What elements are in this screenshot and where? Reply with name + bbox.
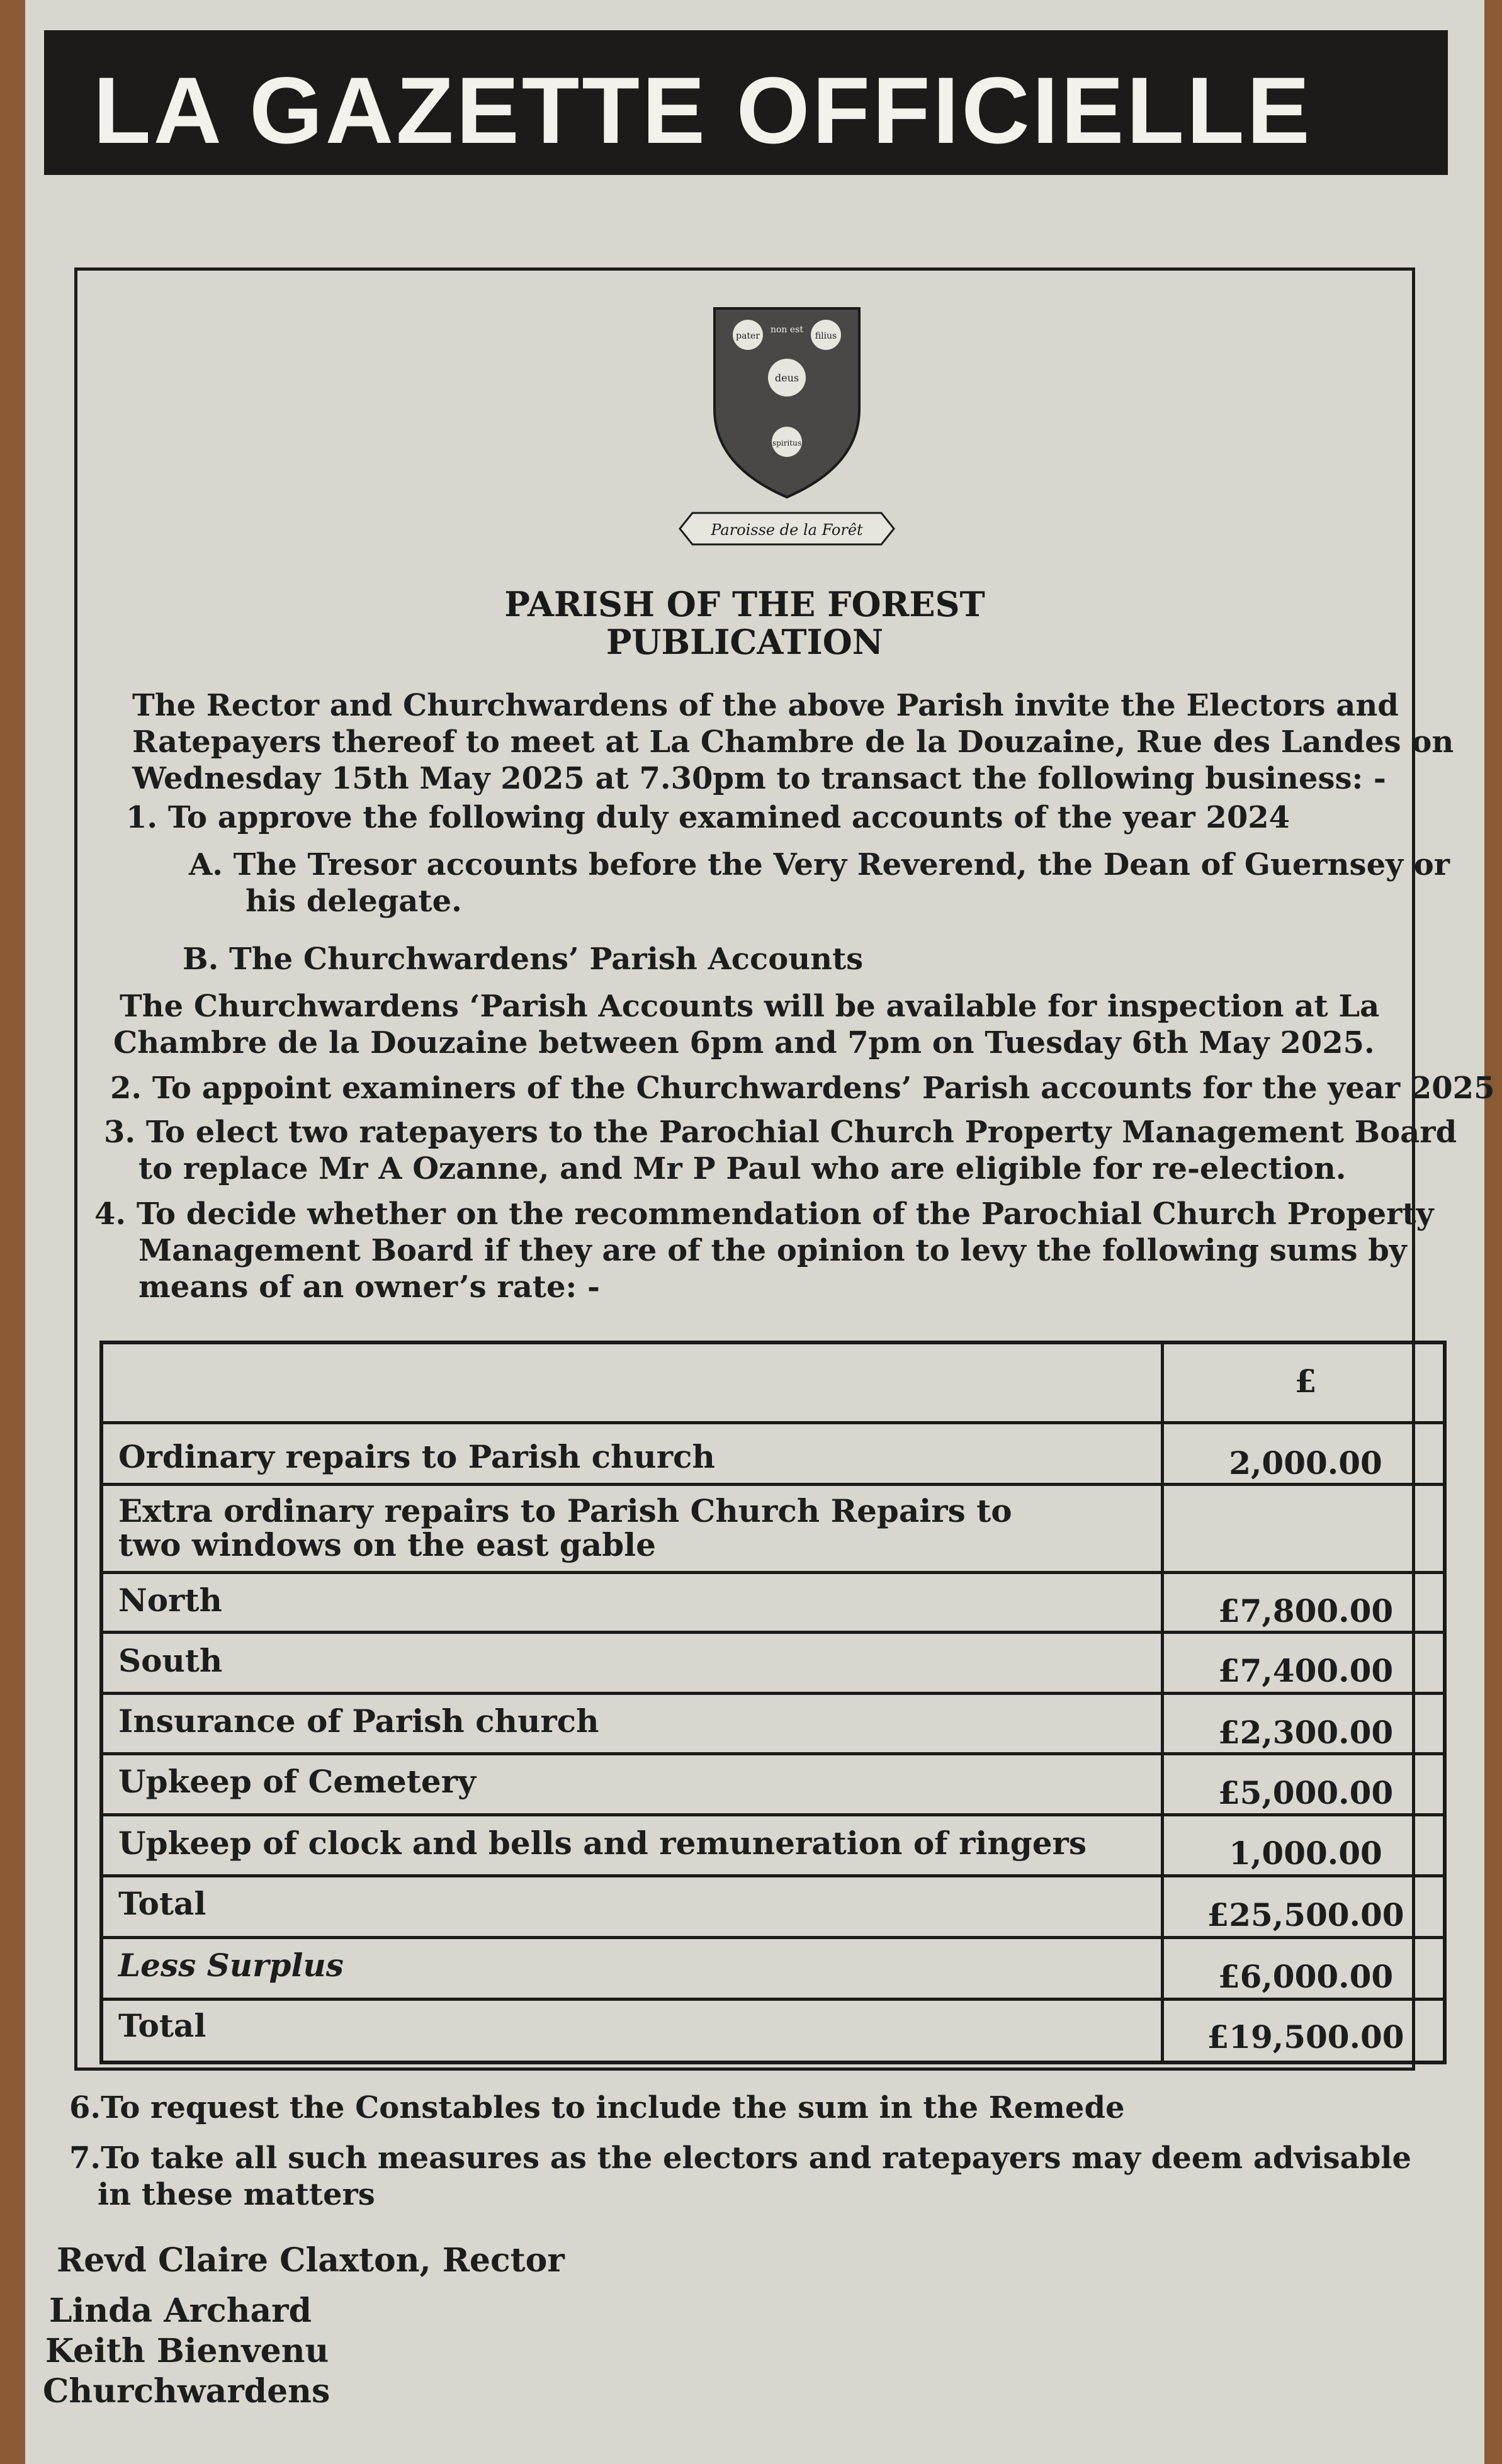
item-1a-line-1: A. The Tresor accounts before the Very Reverend, the Dean of Guernsey or [189, 847, 1450, 882]
table-column-divider [1161, 1344, 1164, 2061]
signature-warden-1: Linda Archard [49, 2292, 312, 2330]
notice-heading-parish: PARISH OF THE FOREST [504, 584, 985, 624]
table-row-amount-grand-total: £19,500.00 [1207, 2018, 1404, 2056]
crest-motto-pater: pater [736, 331, 760, 341]
table-row-label: North [118, 1582, 222, 1619]
item-6: 6.To request the Constables to include the sum in the Remede [69, 2090, 1125, 2125]
currency-header: £ [1294, 1363, 1317, 1400]
item-4-line-2: Management Board if they are of the opinion to levy the following sums by [138, 1233, 1407, 1268]
table-row-divider [103, 1631, 1443, 1634]
signature-rector: Revd Claire Claxton, Rector [57, 2241, 565, 2280]
crest-motto-spiritus: spiritus [772, 439, 801, 447]
table-row-label: Upkeep of clock and bells and remuneration of ringers [118, 1825, 1087, 1862]
table-row-amount: 2,000.00 [1229, 1444, 1382, 1482]
notice-heading-publication: PUBLICATION [606, 622, 884, 662]
table-row-divider [103, 1571, 1443, 1574]
table-row-label: Insurance of Parish church [118, 1702, 599, 1740]
table-row-amount: 1,000.00 [1229, 1835, 1382, 1872]
table-row-amount-total: £25,500.00 [1207, 1896, 1404, 1933]
table-row-divider [103, 1692, 1443, 1695]
item-4-line-3: means of an owner’s rate: - [138, 1269, 600, 1305]
item-3-line-1: 3. To elect two ratepayers to the Parochial Church Property Management Board [104, 1115, 1457, 1150]
table-row-divider [103, 1813, 1443, 1816]
table-row-label-total: Total [118, 1885, 206, 1922]
inspection-line-1: The Churchwardens ‘Parish Accounts will be available for inspection at La [120, 989, 1380, 1024]
intro-line-2: Ratepayers thereof to meet at La Chambre de la Douzaine, Rue des Landes on [132, 724, 1454, 760]
table-row-amount: £2,300.00 [1217, 1714, 1394, 1751]
table-row-amount: £7,800.00 [1217, 1592, 1394, 1629]
item-2: 2. To appoint examiners of the Churchwardens’ Parish accounts for the year 2025 [110, 1071, 1495, 1106]
item-3-line-2: to replace Mr A Ozanne, and Mr P Paul who are eligible for re-election. [138, 1151, 1347, 1186]
table-row-label: Upkeep of Cemetery [118, 1763, 477, 1800]
item-7-line-2: in these matters [98, 2177, 375, 2212]
crest-motto-non-est: non est [770, 325, 804, 335]
parish-crest-logo [655, 296, 919, 560]
table-row-amount-less-surplus: £6,000.00 [1217, 1958, 1394, 1995]
item-4-line-1: 4. To decide whether on the recommendation of the Parochial Church Property [94, 1196, 1434, 1232]
crest-banner-text: Paroisse de la Forêt [711, 521, 863, 539]
table-row-divider [103, 1421, 1443, 1424]
signature-warden-role: Churchwardens [43, 2372, 330, 2411]
item-1b: B. The Churchwardens’ Parish Accounts [183, 942, 864, 977]
item-7-line-1: 7.To take all such measures as the electors and ratepayers may deem advisable [69, 2141, 1412, 2176]
item-1a-line-2: his delegate. [246, 884, 462, 919]
intro-line-1: The Rector and Churchwardens of the above Parish invite the Electors and [132, 688, 1399, 723]
table-row-label: Ordinary repairs to Parish church [118, 1438, 715, 1475]
masthead-title: LA GAZETTE OFFICIELLE [93, 57, 1313, 163]
table-row-divider [103, 1874, 1443, 1877]
table-row-divider [103, 1936, 1443, 1939]
table-row-label: South [118, 1642, 223, 1679]
table-row-label-continued: two windows on the east gable [118, 1526, 656, 1563]
table-row-amount: £5,000.00 [1217, 1774, 1394, 1811]
owners-rate-table [99, 1341, 1447, 2064]
inspection-line-2: Chambre de la Douzaine between 6pm and 7pm on Tuesday 6th May 2025. [113, 1025, 1375, 1060]
signature-warden-2: Keith Bienvenu [45, 2332, 329, 2370]
table-row-label: Extra ordinary repairs to Parish Church Repairs to [118, 1492, 1012, 1529]
crest-motto-filius: filius [815, 331, 837, 341]
masthead-banner [44, 30, 1448, 175]
table-row-divider [103, 1483, 1443, 1486]
table-row-label-grand-total: Total [118, 2007, 206, 2044]
table-row-amount: £7,400.00 [1217, 1652, 1394, 1689]
intro-line-3: Wednesday 15th May 2025 at 7.30pm to transact the following business: - [132, 761, 1386, 796]
table-row-divider [103, 1998, 1443, 2001]
item-1: 1. To approve the following duly examined accounts of the year 2024 [126, 800, 1290, 835]
table-row-divider [103, 1752, 1443, 1755]
crest-motto-deus: deus [774, 372, 799, 384]
table-row-label-less-surplus: Less Surplus [118, 1947, 344, 1984]
